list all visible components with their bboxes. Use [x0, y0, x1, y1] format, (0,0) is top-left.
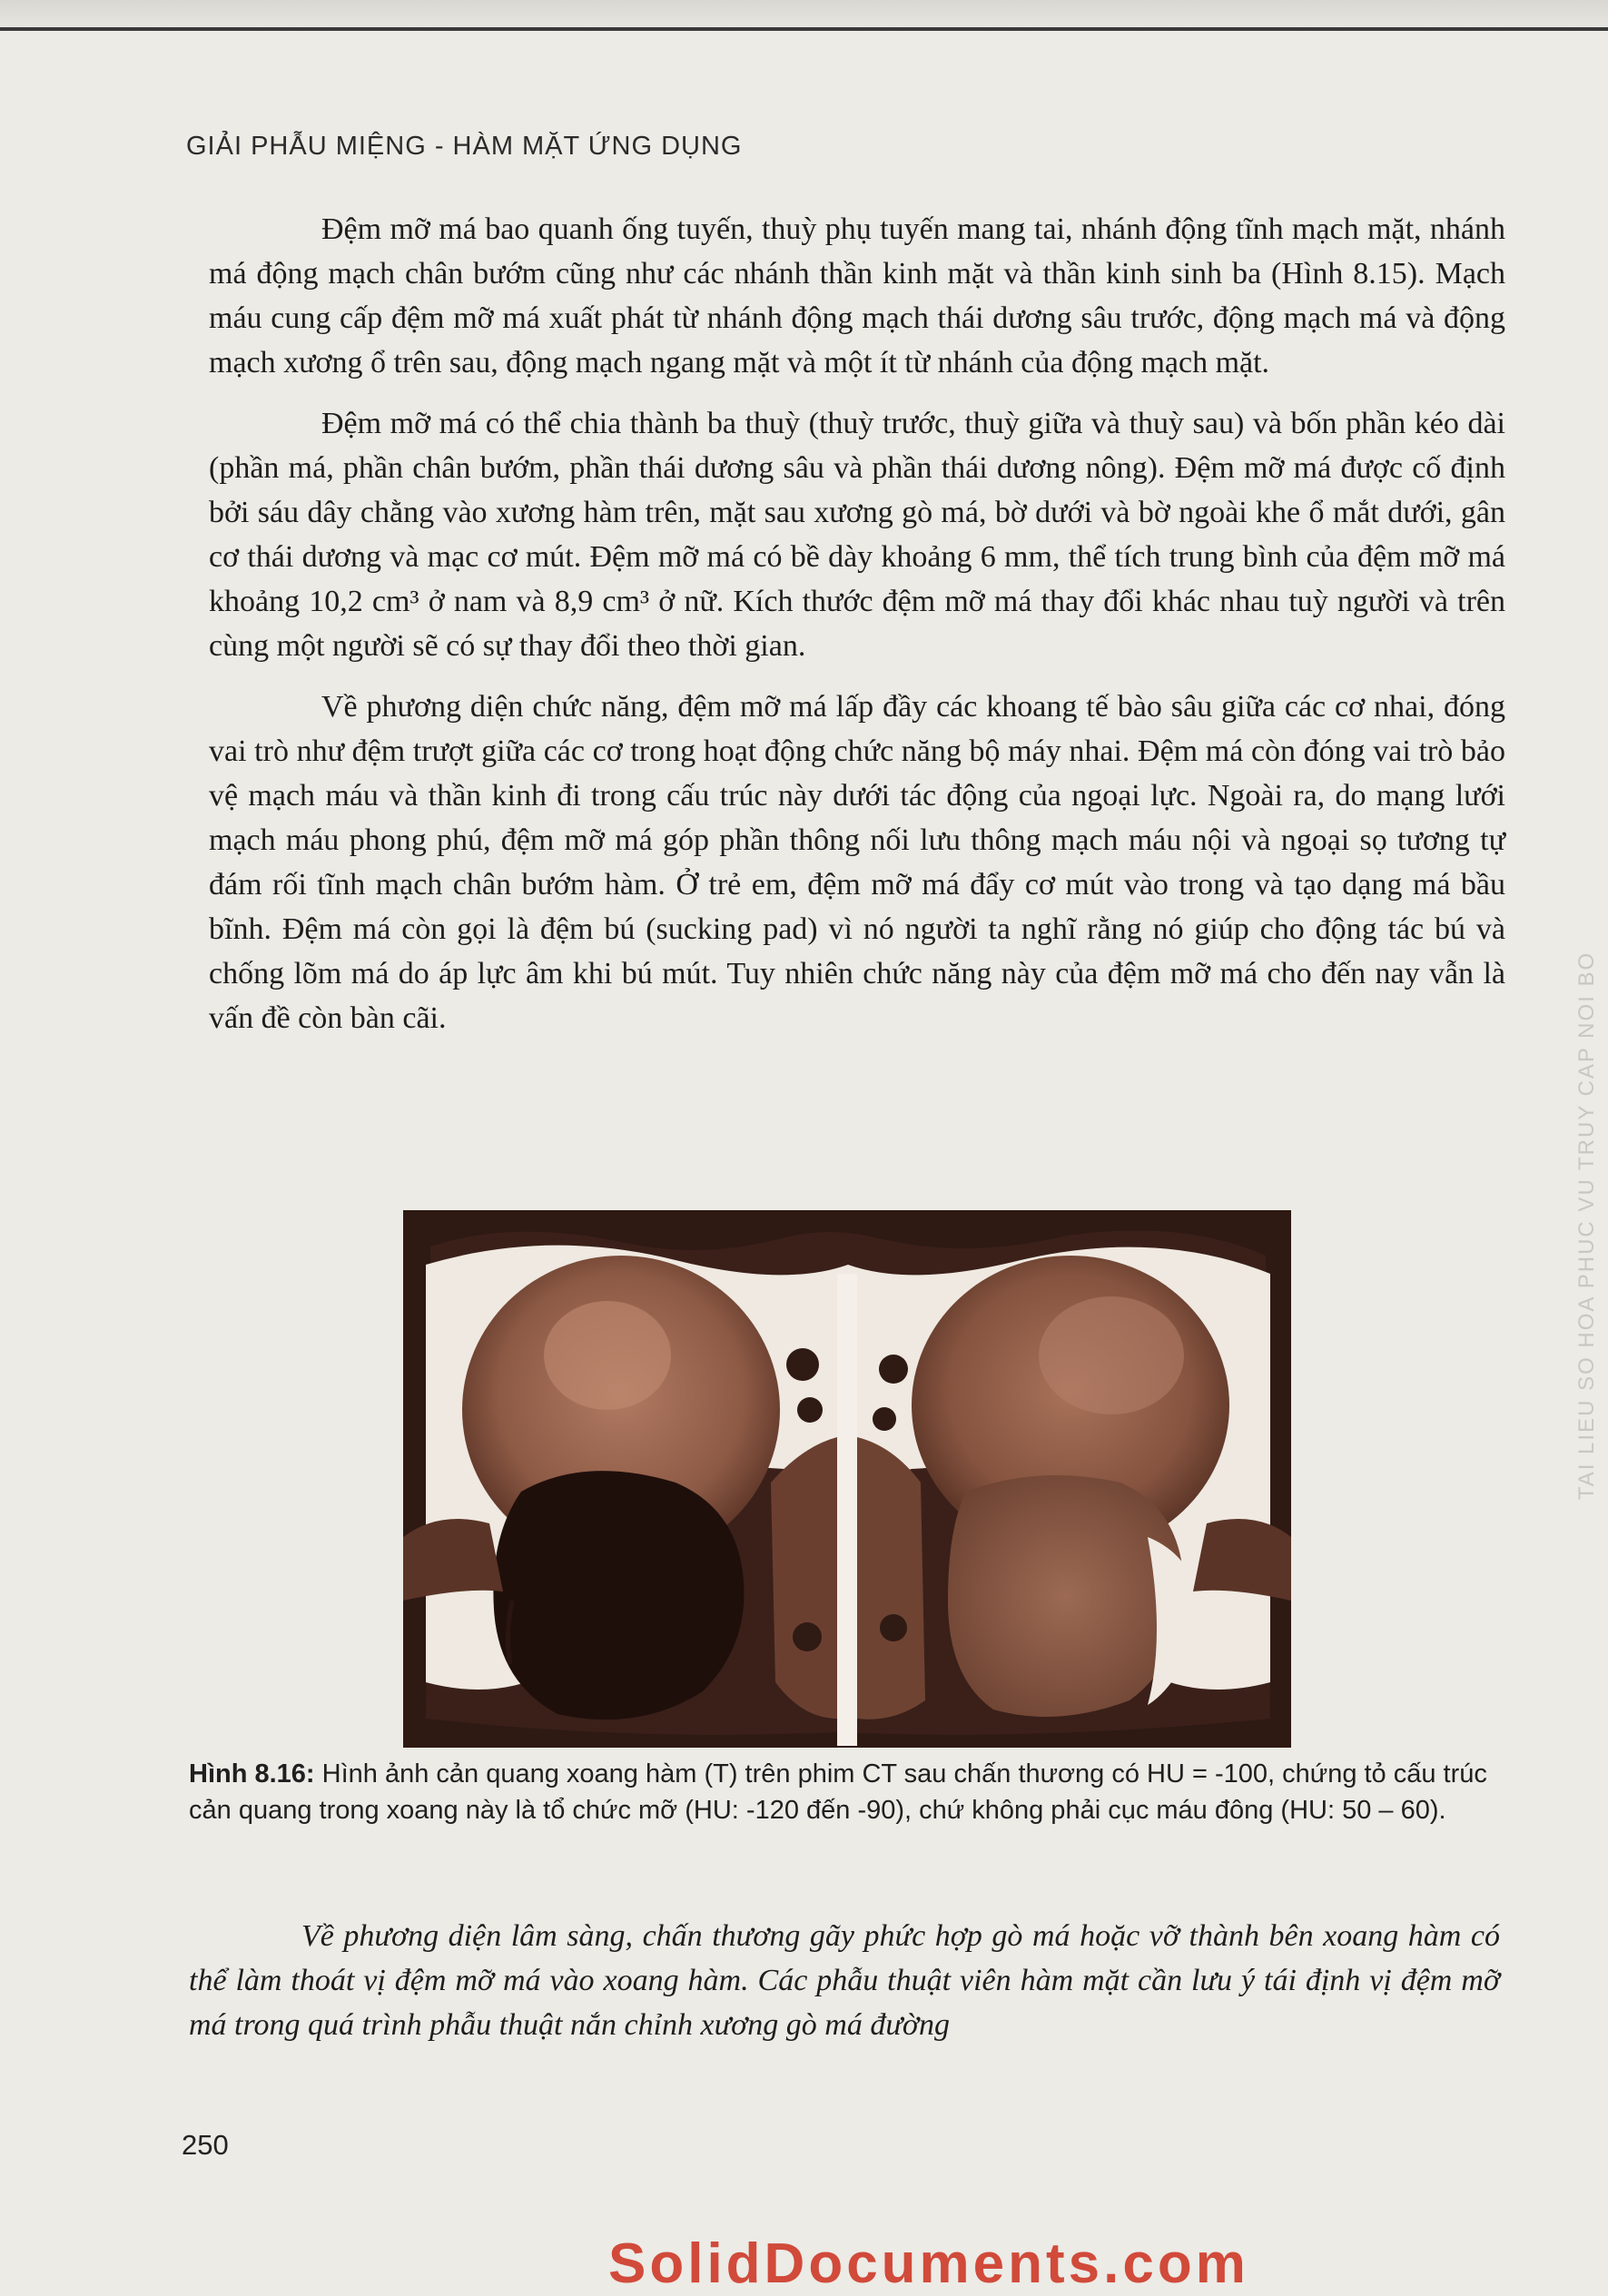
paragraph-4-italic: Về phương diện lâm sàng, chấn thương gãy phức hợp gò má hoặc vỡ thành bên xoang hàm có thể làm thoát vị đệm mỡ má vào xoang hàm. Các phẫu thuật viên hàm mặt cần lưu ý tái định vị đệm mỡ má trong quá trình phẫu thuật nắn chỉnh xương gò má đường: [189, 1919, 1500, 2042]
right-maxillary-sinus: [493, 1471, 744, 1720]
clinical-note: [189, 1914, 1500, 2064]
side-watermark: TAI LIEU SO HOA PHUC VU TRUY CAP NOI BO: [1574, 951, 1599, 1501]
ct-scan-figure: [403, 1210, 1291, 1748]
bottom-watermark: [608, 2215, 1249, 2295]
paragraph-2: Đệm mỡ má có thể chia thành ba thuỳ (thuỳ trước, thuỳ giữa và thuỳ sau) và bốn phần kéo dài (phần má, phần chân bướm, phần thái dương sâu và phần thái dương nông). Đệm mỡ má được cố định bởi sáu dây chằng vào xương hàm trên, mặt sau xương gò má, bờ dưới và bờ ngoài khe ổ mắt dưới, gân cơ thái dương và mạc cơ mút. Đệm mỡ má có bề dày khoảng 6 mm, thể tích trung bình của đệm mỡ má khoảng 10,2 cm³ ở nam và 8,9 cm³ ở nữ. Kích thước đệm mỡ má thay đổi khác nhau tuỳ người và trên cùng một người sẽ có sự thay đổi theo thời gian.: [209, 407, 1505, 663]
nasal-cavity-right: [771, 1437, 837, 1719]
figure-caption: [189, 1756, 1498, 1828]
figure-caption-text: Hình ảnh cản quang xoang hàm (T) trên phim CT sau chấn thương có HU = -100, chứng tỏ cấu trúc cản quang trong xoang này là tổ chức mỡ (HU: -120 đến -90), chứ không phải cục máu đông (HU: 50 – 60).: [189, 1759, 1487, 1825]
page-number: 250: [182, 2129, 229, 2161]
nasal-septum: [837, 1274, 857, 1746]
nasal-cavity-left: [857, 1437, 925, 1720]
body-text: [209, 207, 1505, 1057]
paragraph-1: Đệm mỡ má bao quanh ống tuyến, thuỳ phụ tuyến mang tai, nhánh động tĩnh mạch mặt, nhánh má động mạch chân bướm cũng như các nhánh thần kinh mặt và thần kinh sinh ba (Hình 8.15). Mạch máu cung cấp đệm mỡ má xuất phát từ nhánh động mạch thái dương sâu trước, động mạch má và động mạch xương ổ trên sau, động mạch ngang mặt và một ít từ nhánh của động mạch mặt.: [209, 212, 1505, 379]
paragraph-3: Về phương diện chức năng, đệm mỡ má lấp đầy các khoang tế bào sâu giữa các cơ nhai, đóng vai trò như đệm trượt giữa các cơ trong hoạt động chức năng bộ máy nhai. Đệm má còn đóng vai trò bảo vệ mạch máu và thần kinh đi trong cấu trúc này dưới tác động của ngoại lực. Ngoài ra, do mạng lưới mạch máu phong phú, đệm mỡ má góp phần thông nối lưu thông mạch máu nội và ngoại sọ tương tự đám rối tĩnh mạch chân bướm hàm. Ở trẻ em, đệm mỡ má đẩy cơ mút vào trong và tạo dạng má bầu bĩnh. Đệm má còn gọi là đệm bú (sucking pad) vì nó người ta nghĩ rằng nó giúp cho động tác bú và chống lõm má do áp lực âm khi bú mút. Tuy nhiên chức năng này của đệm mỡ má cho đến nay vẫn là vấn đề còn bàn cãi.: [209, 690, 1505, 1035]
ct-scan-image: [403, 1210, 1291, 1748]
bottom-watermark-text: SolidDocuments.com: [608, 2232, 1249, 2295]
running-head: GIẢI PHẪU MIỆNG - HÀM MẶT ỨNG DỤNG: [186, 132, 743, 161]
left-maxillary-sinus: [948, 1475, 1184, 1717]
figure-label: Hình 8.16:: [189, 1759, 315, 1789]
scan-top-border: [0, 0, 1608, 31]
